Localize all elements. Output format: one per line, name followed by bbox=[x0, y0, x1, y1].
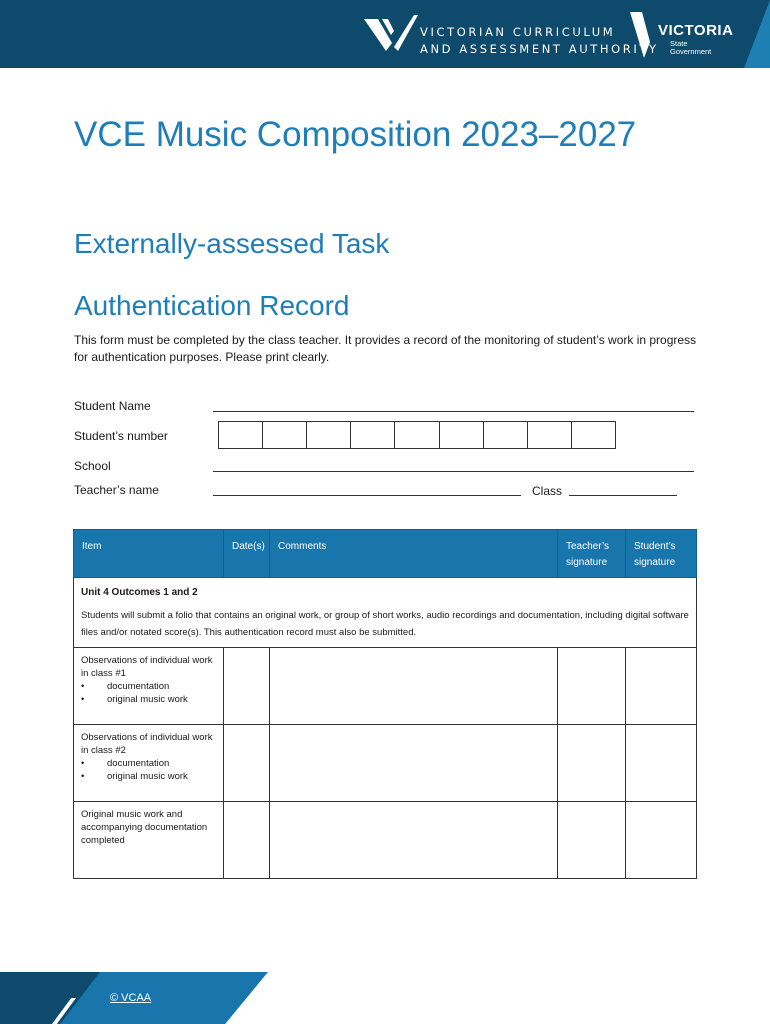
page-header bbox=[0, 0, 770, 68]
student-signature-cell[interactable] bbox=[626, 648, 697, 725]
intro-text: This form must be completed by the class teacher. It provides a record of the monitoring of student’s work in progress for authentication purposes. Please print clearly. bbox=[74, 333, 697, 364]
unit-description: Students will submit a folio that contains an original work, or group of short works, audio recordings and documentation, including digital software files and/or notated score(s). This authentication record must also be submitted. bbox=[81, 610, 689, 638]
student-number-boxes[interactable] bbox=[218, 421, 616, 449]
number-cell[interactable] bbox=[219, 422, 263, 448]
dates-cell[interactable] bbox=[224, 725, 270, 802]
header-dates: Date(s) bbox=[224, 530, 270, 578]
school-field[interactable] bbox=[213, 459, 694, 472]
table-row bbox=[74, 802, 697, 879]
dates-cell[interactable] bbox=[224, 802, 270, 879]
document-subtitle: Externally-assessed Task bbox=[74, 228, 390, 259]
comments-cell[interactable] bbox=[270, 648, 558, 725]
copyright-link[interactable]: © VCAA bbox=[110, 992, 152, 1004]
authentication-table bbox=[73, 529, 697, 879]
teacher-name-label: Teacher’s name bbox=[74, 483, 159, 497]
item-cell bbox=[74, 648, 224, 725]
unit-title: Unit 4 Outcomes 1 and 2 bbox=[81, 587, 198, 598]
class-label: Class bbox=[532, 484, 563, 498]
number-cell[interactable] bbox=[351, 422, 395, 448]
item-bullets bbox=[81, 680, 216, 706]
header-student-signature: Student’s signature bbox=[626, 530, 697, 578]
number-cell[interactable] bbox=[263, 422, 307, 448]
list-item: • documentation bbox=[107, 757, 216, 770]
student-signature-cell[interactable] bbox=[626, 725, 697, 802]
school-label: School bbox=[74, 459, 111, 473]
student-name-field[interactable] bbox=[213, 399, 694, 412]
header-accent bbox=[744, 0, 770, 68]
vcaa-wordmark: VICTORIAN CURRICULUM AND ASSESSMENT AUTHORITY bbox=[420, 25, 659, 56]
teacher-signature-cell[interactable] bbox=[558, 802, 626, 879]
vcaa-logo-icon bbox=[364, 15, 418, 55]
teacher-name-field[interactable] bbox=[213, 483, 521, 496]
header-comments: Comments bbox=[270, 530, 558, 578]
number-cell[interactable] bbox=[395, 422, 439, 448]
victoria-wordmark: VICTORIA bbox=[658, 22, 734, 39]
number-cell[interactable] bbox=[484, 422, 528, 448]
comments-cell[interactable] bbox=[270, 725, 558, 802]
list-item: • documentation bbox=[107, 680, 216, 693]
number-cell[interactable] bbox=[572, 422, 615, 448]
list-item: • original music work bbox=[107, 770, 216, 783]
number-cell[interactable] bbox=[307, 422, 351, 448]
table-row bbox=[74, 725, 697, 802]
student-signature-cell[interactable] bbox=[626, 802, 697, 879]
item-title: Observations of individual work in class #2 bbox=[81, 732, 213, 756]
list-item: • original music work bbox=[107, 693, 216, 706]
comments-cell[interactable] bbox=[270, 802, 558, 879]
unit-row bbox=[74, 578, 697, 648]
item-cell bbox=[74, 725, 224, 802]
header-teacher-signature: Teacher’s signature bbox=[558, 530, 626, 578]
teacher-signature-cell[interactable] bbox=[558, 648, 626, 725]
item-cell bbox=[74, 802, 224, 879]
item-bullets bbox=[81, 757, 216, 783]
number-cell[interactable] bbox=[440, 422, 484, 448]
victoria-subtext: State Government bbox=[670, 39, 712, 56]
student-number-label: Student’s number bbox=[74, 429, 168, 443]
victoria-logo-icon bbox=[630, 12, 660, 58]
table-row bbox=[74, 648, 697, 725]
section-title: Authentication Record bbox=[74, 290, 350, 321]
student-name-label: Student Name bbox=[74, 399, 151, 413]
document-title: VCE Music Composition 2023–2027 bbox=[74, 115, 637, 154]
class-field[interactable] bbox=[569, 483, 677, 496]
item-title: Original music work and accompanying documentation completed bbox=[81, 809, 208, 846]
dates-cell[interactable] bbox=[224, 648, 270, 725]
teacher-signature-cell[interactable] bbox=[558, 725, 626, 802]
header-item: Item bbox=[74, 530, 224, 578]
number-cell[interactable] bbox=[528, 422, 572, 448]
item-title: Observations of individual work in class #1 bbox=[81, 655, 213, 679]
